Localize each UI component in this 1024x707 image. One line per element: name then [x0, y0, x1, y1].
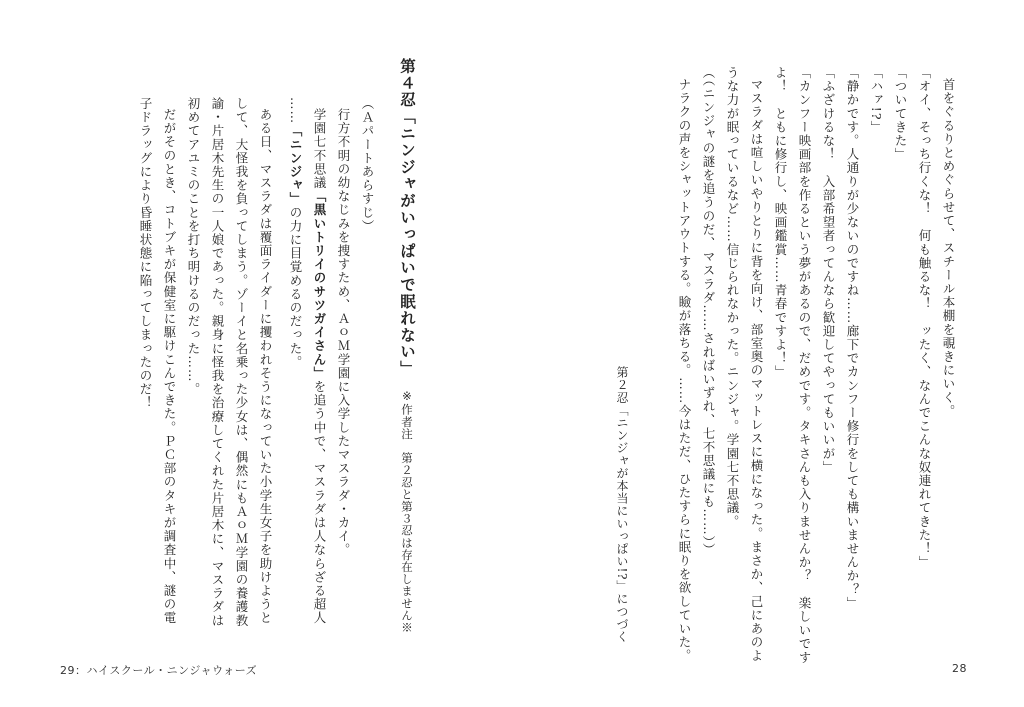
text-line: 初めてアユミのことを打ち明けるのだった……。	[186, 97, 201, 397]
text-line: 行方不明の幼なじみを捜すため、ＡｏＭ学園に入学したマスラダ・カイ。	[336, 108, 351, 557]
text-line: ナラクの声をシャットアウトする。瞼が落ちる。……今はただ、ひたすらに眠りを欲していた。	[677, 78, 692, 663]
text-line: して、大怪我を負ってしまう。ゾーイと名乗った少女は、偶然にもＡｏＭ学園の養護教	[234, 97, 249, 628]
bold-phrase: 「ニンジャ」	[288, 124, 303, 206]
text-line: 「カンフー映画部を作るという夢があるので、だめです。タキさんも入りませんか？ 楽しいです	[797, 66, 812, 665]
text-line: 「オイ、そっち行くな！ 何も触るな！ ッたく、なんでこんな奴連れてきた！」	[917, 66, 932, 570]
text-segment: 学園七不思議	[312, 108, 327, 190]
text-line: 「静かです。人通りが少ないのですね……廊下でカンフー修行をしても構いませんか？」	[845, 66, 860, 610]
text-line: うな力が眠っているなど……信じられなかった。ニンジャ。学園七不思議。	[725, 66, 740, 529]
text-segment: ……	[288, 97, 303, 125]
next-chapter-label: 第２忍「ニンジャが本当にいっぱい!?」につづく	[615, 366, 629, 644]
right-page-number: 28	[952, 662, 967, 675]
left-footer: 29：ハイスクール・ニンジャウォーズ	[60, 664, 258, 677]
right-page	[512, 0, 1024, 707]
text-line	[307, 108, 331, 625]
text-line: 「ふざけるな！ 入部希望者ってんなら歓迎してやってもいいが」	[821, 66, 836, 474]
heading-note: ※作者注 第２忍と第３忍は存在しません※	[400, 389, 414, 634]
text-line: ある日、マスラダは覆面ライダーに攫われそうになっていた小学生女子を助けようと	[258, 108, 273, 625]
text-line: 首をぐるりとめぐらせて、スチール本棚を覗きにいく。	[941, 78, 956, 418]
text-line: 子ドラッグにより昏睡状態に陥ってしまったのだ！	[138, 97, 153, 410]
text-line: （（ニンジャの謎を追うのだ、マスラダ……さればいずれ、七不思議にも……））	[701, 66, 716, 557]
text-line: マスラダは喧しいやりとりに背を向け、部室奥のマットレスに横になった。まさか、己にあのよ	[749, 78, 764, 663]
text-line: よ！ ともに修行し、映画鑑賞……青春ですよ！」	[773, 66, 788, 379]
chapter-heading: 第４忍「ニンジャがいっぱいで眠れない」	[398, 58, 417, 378]
text-segment: の力に目覚めるのだった。	[288, 205, 303, 370]
text-line: 「ハァ!?」	[869, 66, 884, 135]
text-line	[283, 97, 307, 369]
text-line: 「ついてきた」	[893, 66, 908, 162]
text-line: だがそのとき、コトブキが保健室に駆けこんできた。ＰＣ部のタキが調査中、謎の電	[162, 108, 177, 625]
text-line: （Ａパートあらすじ）	[360, 97, 375, 233]
text-line: 諭・片居木先生の一人娘であった。親身に怪我を治療してくれた片居木に、マスラダは	[210, 97, 225, 628]
bold-phrase: 「黒いトリイのサツガイさん」	[312, 189, 327, 381]
chapter-heading-column	[393, 58, 421, 634]
text-segment: を追う中で、マスラダは人ならざる超人	[312, 380, 327, 625]
